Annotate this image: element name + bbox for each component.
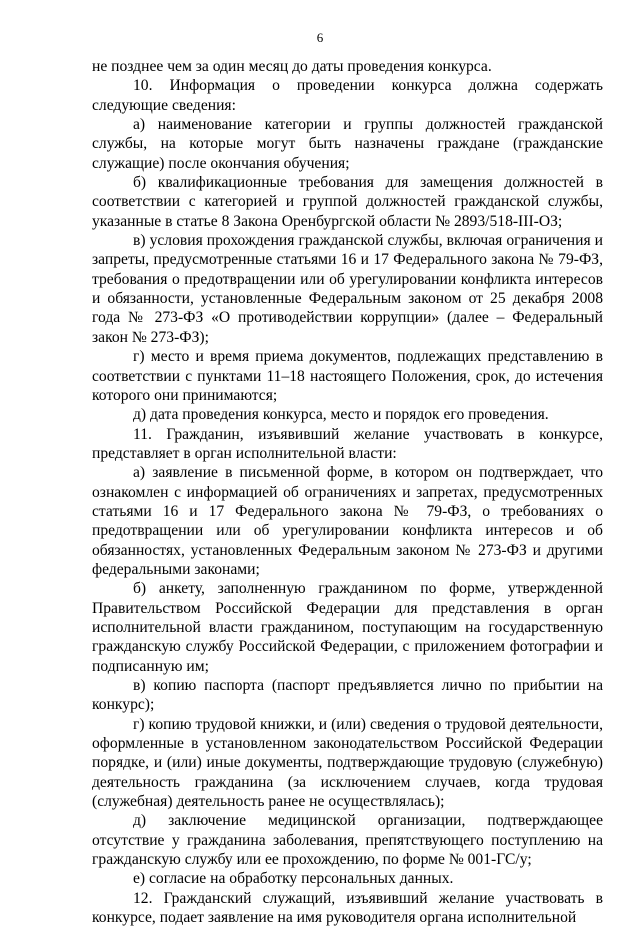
paragraph-11-v: в) копию паспорта (паспорт предъявляется лично по прибытии на конкурс);	[92, 677, 603, 714]
paragraph-11-a: а) заявление в письменной форме, в котором он подтверждает, что ознакомлен с информацией об ограничениях и запретах, предусмотренных статьями 16 и 17 Федерального закона № 79-ФЗ, о требованиях о предотвращении или об урегулировании конфликта интересов и об обязанностях, установленных Федеральным законом № 273-ФЗ и другими федеральными законами;	[92, 464, 603, 578]
paragraph-10-g: г) место и время приема документов, подлежащих представлению в соответствии с пунктами 11–18 настоящего Положения, срок, до истечения которого они принимаются;	[92, 348, 603, 404]
paragraph-10-d: д) дата проведения конкурса, место и порядок его проведения.	[133, 406, 549, 424]
document-body	[92, 57, 603, 927]
page-number: 6	[316, 30, 324, 45]
paragraph-11-e: е) согласие на обработку персональных данных.	[133, 870, 454, 888]
paragraph-11-g: г) копию трудовой книжки, и (или) сведения о трудовой деятельности, оформленные в установленном законодательством Российской Федерации порядке, и (или) иные документы, подтверждающие трудовую (служебную) деятельность гражданина (за исключением случаев, когда трудовая (служебная) деятельность ранее не осуществлялась);	[92, 715, 603, 811]
paragraph-10: 10. Информация о проведении конкурса должна содержать следующие сведения:	[92, 77, 603, 114]
paragraph-10-b: б) квалификационные требования для замещения должностей в соответствии с категорией и группой должностей гражданской службы, указанные в статье 8 Закона Оренбургской области № 2893/518-III-ОЗ;	[92, 174, 603, 230]
paragraph-10-a: а) наименование категории и группы должностей гражданской службы, на которые могут быть назначены граждане (гражданские служащие) после окончания обучения;	[92, 116, 603, 172]
paragraph-11-d: д) заключение медицинской организации, подтверждающее отсутствие у гражданина заболевания, препятствующего поступлению на гражданскую службу или ее прохождению, по форме № 001-ГС/у;	[92, 812, 603, 869]
paragraph-11-b: б) анкету, заполненную гражданином по форме, утвержденной Правительством Российской Федерации для представления в орган исполнительной власти гражданином, поступающим на государственную гражданскую службу Российской Федерации, с приложением фотографии и подписанную им;	[92, 580, 603, 675]
paragraph-10-v: в) условия прохождения гражданской службы, включая ограничения и запреты, предусмотренные статьями 16 и 17 Федерального закона № 79-ФЗ, требования о предотвращении или об урегулировании конфликта интересов и обязанности, установленные Федеральным законом от 25 декабря 2008 года № 273-ФЗ «О противодействии коррупции» (далее – Федеральный закон № 273-ФЗ);	[92, 232, 603, 346]
paragraph-continuation: не позднее чем за один месяц до даты проведения конкурса.	[92, 58, 492, 75]
paragraph-11: 11. Гражданин, изъявивший желание участвовать в конкурсе, представляет в орган исполнительной власти:	[92, 425, 603, 462]
paragraph-12: 12. Гражданский служащий, изъявивший желание участвовать в конкурсе, подает заявление на имя руководителя органа исполнительной	[92, 889, 603, 927]
